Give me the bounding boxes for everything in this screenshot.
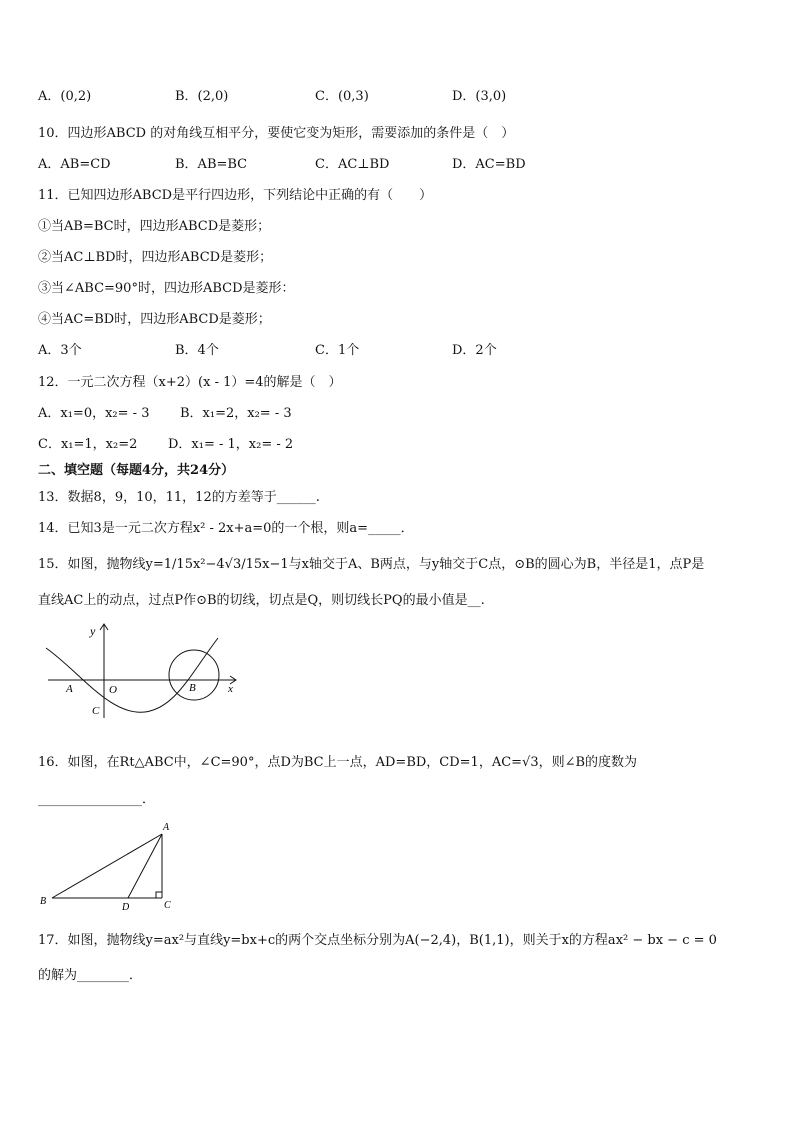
q11-item-1: ①当AB=BC时，四边形ABCD是菱形； (38, 219, 271, 234)
section-heading: 二、填空题（每题4分，共24分） (38, 463, 235, 478)
q9-option-a: A．(0,2) (38, 89, 92, 104)
q11-item-2: ②当AC⊥BD时，四边形ABCD是菱形； (38, 250, 273, 265)
right-angle-mark (156, 892, 162, 898)
q11-option-d: D．2个 (452, 343, 497, 358)
q9-option-b: B．(2,0) (175, 89, 229, 104)
q17-line2: 的解为________． (38, 968, 143, 983)
q10-option-b: B．AB=BC (175, 157, 248, 172)
label-y: y (90, 624, 96, 638)
q11-option-a: A．3个 (38, 343, 82, 358)
q12-option-a: A．x₁=0，x₂= - 3 (38, 406, 150, 421)
q12-stem: 12．一元二次方程（x+2）(x - 1）=4的解是（ ） (38, 375, 342, 390)
label-c: C (92, 705, 100, 717)
q15-figure (40, 620, 250, 720)
q11-stem: 11．已知四边形ABCD是平行四边形，下列结论中正确的有（ ） (38, 188, 433, 203)
q16-line2: ________________． (38, 792, 156, 807)
q16-line1: 16．如图，在Rt△ABC中，∠C=90°，点D为BC上一点，AD=BD，CD=1，AC=√3，则∠B的度数为 (38, 755, 638, 770)
q10-option-d: D．AC=BD (452, 157, 526, 172)
q17-line1: 17．如图，抛物线y=ax²与直线y=bx+c的两个交点坐标分别为A(−2,4)，B(1,1)，则关于x的方程ax² − bx − c = 0 (38, 933, 717, 948)
label-c: C (164, 900, 171, 911)
q10-option-c: C．AC⊥BD (315, 157, 390, 172)
q12-option-c: C．x₁=1，x₂=2 (38, 437, 138, 452)
label-a: A (163, 822, 170, 833)
q15-line2: 直线AC上的动点，过点P作⊙B的切线，切点是Q，则切线长PQ的最小值是__. (38, 593, 485, 608)
q10-option-a: A．AB=CD (38, 157, 111, 172)
q12-option-b: B．x₁=2，x₂= - 3 (180, 406, 292, 421)
label-d: D (122, 902, 130, 913)
q15-line1: 15．如图，抛物线y=1/15x²−4√3/15x−1与x轴交于A、B两点，与y轴交于C点，⊙B的圆心为B，半径是1，点P是 (38, 557, 705, 572)
q16-figure (36, 818, 186, 914)
q13-text: 13．数据8，9，10，11，12的方差等于______. (38, 490, 320, 505)
label-b: B (40, 896, 47, 907)
q11-item-4: ④当AC=BD时，四边形ABCD是菱形； (38, 312, 271, 327)
label-a: A (66, 683, 73, 695)
q9-option-d: D．(3,0) (452, 89, 507, 104)
q11-option-c: C．1个 (315, 343, 360, 358)
parabola-curve (46, 638, 218, 712)
q9-option-c: C．(0,3) (315, 89, 369, 104)
label-b: B (189, 682, 196, 694)
q12-option-d: D．x₁= - 1，x₂= - 2 (168, 437, 294, 452)
label-o: O (109, 684, 117, 696)
q14-text: 14．已知3是一元二次方程x² - 2x+a=0的一个根，则a=_____． (38, 521, 414, 536)
q10-stem: 10．四边形ABCD 的对角线互相平分，要使它变为矩形，需要添加的条件是（ ） (38, 126, 515, 141)
q11-item-3: ③当∠ABC=90°时，四边形ABCD是菱形： (38, 281, 295, 296)
label-x: x (228, 683, 233, 695)
q11-option-b: B．4个 (175, 343, 219, 358)
